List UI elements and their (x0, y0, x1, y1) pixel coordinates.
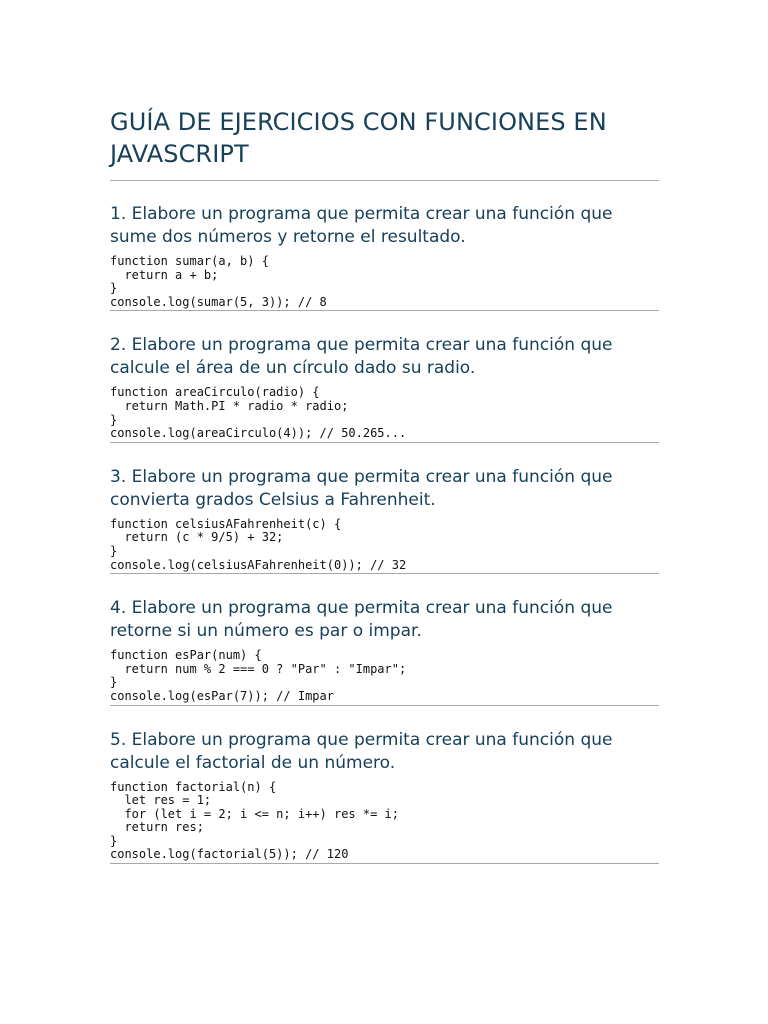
exercise-heading: 2. Elabore un programa que permita crear una función que calcule el área de un círculo dado su radio. (110, 335, 613, 379)
exercise-heading: 1. Elabore un programa que permita crear una función que sume dos números y retorne el resultado. (110, 204, 613, 247)
exercise-5 (110, 729, 659, 865)
exercise-heading: 5. Elabore un programa que permita crear una función que calcule el factorial de un número. (110, 729, 613, 773)
code-block: function factorial(n) { let res = 1; for (let i = 2; i <= n; i++) res *= i; return res; } console.log(factorial(5)); // 120 (110, 779, 399, 862)
exercise-4 (110, 597, 659, 705)
code-block: function celsiusAFahrenheit(c) { return (c * 9/5) + 32; } console.log(celsiusAFahrenheit(0)); // 32 (110, 516, 407, 572)
exercise-2 (110, 334, 659, 442)
exercise-heading: 3. Elabore un programa que permita crear una función que convierta grados Celsius a Fahrenheit. (110, 466, 613, 510)
document-page (110, 106, 659, 864)
code-block: function esPar(num) { return num % 2 === 0 ? "Par" : "Impar"; } console.log(esPar(7)); // Impar (110, 648, 407, 703)
title-divider (110, 180, 659, 181)
document-title: GUÍA DE EJERCICIOS CON FUNCIONES EN JAVASCRIPT (110, 108, 607, 168)
code-block: function sumar(a, b) { return a + b; } console.log(sumar(5, 3)); // 8 (110, 254, 327, 309)
code-block: function areaCirculo(radio) { return Math.PI * radio * radio; } console.log(areaCirculo(4)); // 50.265... (110, 385, 407, 441)
exercise-3 (110, 466, 659, 574)
exercise-heading: 4. Elabore un programa que permita crear una función que retorne si un número es par o impar. (110, 598, 613, 642)
exercise-1 (110, 203, 659, 311)
